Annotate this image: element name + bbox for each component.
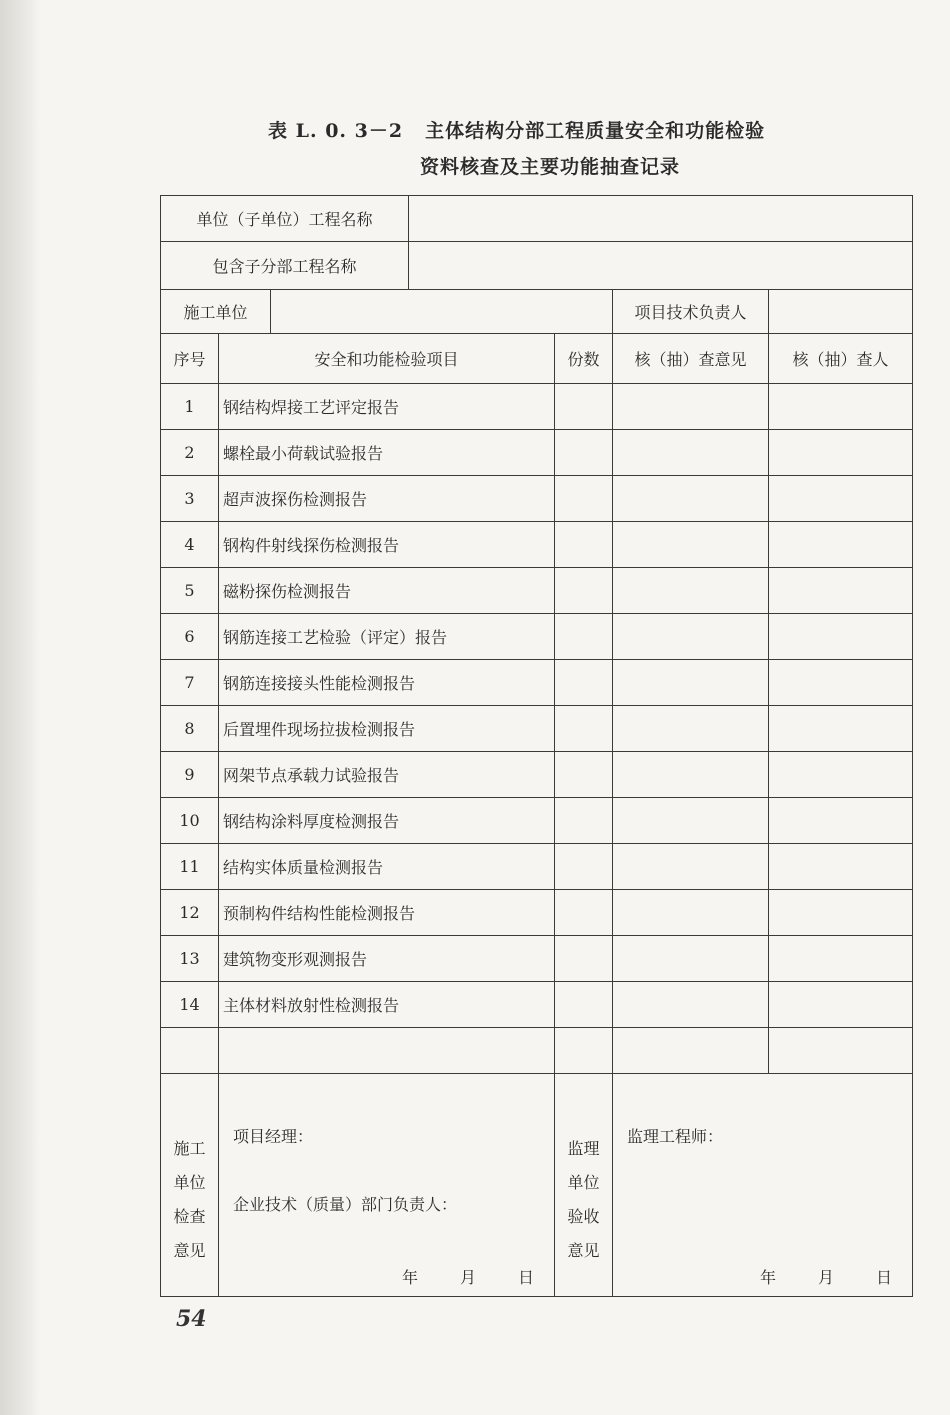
row-opinion-cell[interactable] <box>613 568 769 614</box>
row-opinion-cell[interactable] <box>613 890 769 936</box>
row-no: 6 <box>161 614 219 660</box>
sub-project-label: 包含子分部工程名称 <box>161 242 409 290</box>
table-row <box>161 384 913 430</box>
row-no: 3 <box>161 476 219 522</box>
signature-row <box>161 1074 913 1297</box>
table-title-line2: 资料核查及主要功能抽查记录 <box>420 156 681 178</box>
row-copies-cell[interactable] <box>555 936 613 982</box>
supervisor-engineer-label: 监理工程师： <box>627 1127 724 1146</box>
col-header-opinion: 核（抽）查意见 <box>613 334 769 384</box>
contractor-label: 施工单位 <box>161 290 271 334</box>
row-checker-cell[interactable] <box>769 522 913 568</box>
row-checker-cell[interactable] <box>769 1028 913 1074</box>
row-opinion-cell[interactable] <box>613 706 769 752</box>
row-copies-cell[interactable] <box>555 384 613 430</box>
date-day: 日 <box>875 1268 892 1287</box>
project-manager-label: 项目经理： <box>233 1127 314 1146</box>
row-opinion-cell[interactable] <box>613 476 769 522</box>
row-copies-cell[interactable] <box>555 568 613 614</box>
row-item: 磁粉探伤检测报告 <box>219 568 555 614</box>
row-opinion-cell[interactable] <box>613 1028 769 1074</box>
header-row-sub-project <box>161 242 913 290</box>
row-copies-cell[interactable] <box>555 614 613 660</box>
row-item: 钢结构涂料厚度检测报告 <box>219 798 555 844</box>
table-row <box>161 844 913 890</box>
table-row <box>161 568 913 614</box>
date-month: 月 <box>817 1268 834 1287</box>
row-copies-cell[interactable] <box>555 752 613 798</box>
unit-project-value[interactable] <box>409 196 913 242</box>
row-no: 12 <box>161 890 219 936</box>
row-copies-cell[interactable] <box>555 890 613 936</box>
col-header-item: 安全和功能检验项目 <box>219 334 555 384</box>
row-opinion-cell[interactable] <box>613 752 769 798</box>
row-opinion-cell[interactable] <box>613 936 769 982</box>
table-row <box>161 706 913 752</box>
row-item: 网架节点承载力试验报告 <box>219 752 555 798</box>
row-opinion-cell[interactable] <box>613 844 769 890</box>
supervisor-date <box>718 1265 892 1288</box>
contractor-sign-area[interactable] <box>219 1074 555 1297</box>
row-item-empty[interactable] <box>219 1028 555 1074</box>
table-row <box>161 982 913 1028</box>
row-copies-cell[interactable] <box>555 706 613 752</box>
table-row <box>161 890 913 936</box>
row-item: 超声波探伤检测报告 <box>219 476 555 522</box>
row-copies-cell[interactable] <box>555 844 613 890</box>
unit-project-label: 单位（子单位）工程名称 <box>161 196 409 242</box>
row-item: 钢构件射线探伤检测报告 <box>219 522 555 568</box>
row-checker-cell[interactable] <box>769 430 913 476</box>
row-checker-cell[interactable] <box>769 384 913 430</box>
row-copies-cell[interactable] <box>555 660 613 706</box>
row-copies-cell[interactable] <box>555 476 613 522</box>
column-header-row <box>161 334 913 384</box>
header-row-contractor <box>161 290 913 334</box>
row-copies-cell[interactable] <box>555 430 613 476</box>
tech-lead-label: 项目技术负责人 <box>613 290 769 334</box>
row-item: 建筑物变形观测报告 <box>219 936 555 982</box>
table-row <box>161 614 913 660</box>
table-row <box>161 522 913 568</box>
row-item: 后置埋件现场拉拔检测报告 <box>219 706 555 752</box>
row-checker-cell[interactable] <box>769 936 913 982</box>
row-opinion-cell[interactable] <box>613 614 769 660</box>
table-row-empty <box>161 1028 913 1074</box>
date-day: 日 <box>517 1268 534 1287</box>
date-year: 年 <box>759 1268 776 1287</box>
table-row <box>161 752 913 798</box>
row-no: 4 <box>161 522 219 568</box>
row-item: 预制构件结构性能检测报告 <box>219 890 555 936</box>
date-year: 年 <box>401 1268 418 1287</box>
book-gutter <box>0 0 40 1415</box>
tech-lead-value[interactable] <box>769 290 913 334</box>
row-checker-cell[interactable] <box>769 476 913 522</box>
table-title-main: 主体结构分部工程质量安全和功能检验 <box>425 120 766 142</box>
dept-head-label: 企业技术（质量）部门负责人： <box>233 1195 458 1214</box>
row-no: 13 <box>161 936 219 982</box>
inspection-record-table <box>160 195 913 1297</box>
row-checker-cell[interactable] <box>769 982 913 1028</box>
table-row <box>161 798 913 844</box>
row-checker-cell[interactable] <box>769 890 913 936</box>
row-copies-cell[interactable] <box>555 522 613 568</box>
col-header-no: 序号 <box>161 334 219 384</box>
table-title-line1 <box>268 116 765 143</box>
row-item: 主体材料放射性检测报告 <box>219 982 555 1028</box>
supervisor-accept-label <box>555 1074 613 1297</box>
row-item: 钢结构焊接工艺评定报告 <box>219 384 555 430</box>
row-checker-cell[interactable] <box>769 752 913 798</box>
row-item: 钢筋连接工艺检验（评定）报告 <box>219 614 555 660</box>
row-opinion-cell[interactable] <box>613 982 769 1028</box>
sub-project-value[interactable] <box>409 242 913 290</box>
col-header-copies: 份数 <box>555 334 613 384</box>
row-item: 螺栓最小荷载试验报告 <box>219 430 555 476</box>
row-no: 9 <box>161 752 219 798</box>
row-checker-cell[interactable] <box>769 844 913 890</box>
table-row <box>161 660 913 706</box>
row-checker-cell[interactable] <box>769 798 913 844</box>
row-no: 1 <box>161 384 219 430</box>
row-opinion-cell[interactable] <box>613 522 769 568</box>
row-copies-cell[interactable] <box>555 798 613 844</box>
contractor-check-label <box>161 1074 219 1297</box>
contractor-date <box>360 1265 534 1288</box>
contractor-check-label-text: 施工单位检查意见 <box>173 1139 206 1260</box>
row-copies-cell[interactable] <box>555 982 613 1028</box>
table-row <box>161 936 913 982</box>
row-no: 11 <box>161 844 219 890</box>
supervisor-accept-label-text: 监理单位验收意见 <box>567 1139 600 1260</box>
row-no: 5 <box>161 568 219 614</box>
row-no: 2 <box>161 430 219 476</box>
row-checker-cell[interactable] <box>769 706 913 752</box>
row-no: 7 <box>161 660 219 706</box>
row-opinion-cell[interactable] <box>613 660 769 706</box>
supervisor-sign-area[interactable] <box>613 1074 913 1297</box>
row-checker-cell[interactable] <box>769 614 913 660</box>
table-code: 表 L. 0. 3－2 <box>268 120 404 142</box>
row-opinion-cell[interactable] <box>613 384 769 430</box>
row-item: 钢筋连接接头性能检测报告 <box>219 660 555 706</box>
row-checker-cell[interactable] <box>769 660 913 706</box>
table-row <box>161 476 913 522</box>
row-checker-cell[interactable] <box>769 568 913 614</box>
row-opinion-cell[interactable] <box>613 798 769 844</box>
col-header-checker: 核（抽）查人 <box>769 334 913 384</box>
date-month: 月 <box>459 1268 476 1287</box>
page-number: 54 <box>176 1306 207 1332</box>
header-row-unit-project <box>161 196 913 242</box>
row-opinion-cell[interactable] <box>613 430 769 476</box>
contractor-value[interactable] <box>271 290 613 334</box>
table-row <box>161 430 913 476</box>
row-no-empty <box>161 1028 219 1074</box>
row-no: 14 <box>161 982 219 1028</box>
row-copies-cell[interactable] <box>555 1028 613 1074</box>
row-no: 8 <box>161 706 219 752</box>
row-item: 结构实体质量检测报告 <box>219 844 555 890</box>
row-no: 10 <box>161 798 219 844</box>
